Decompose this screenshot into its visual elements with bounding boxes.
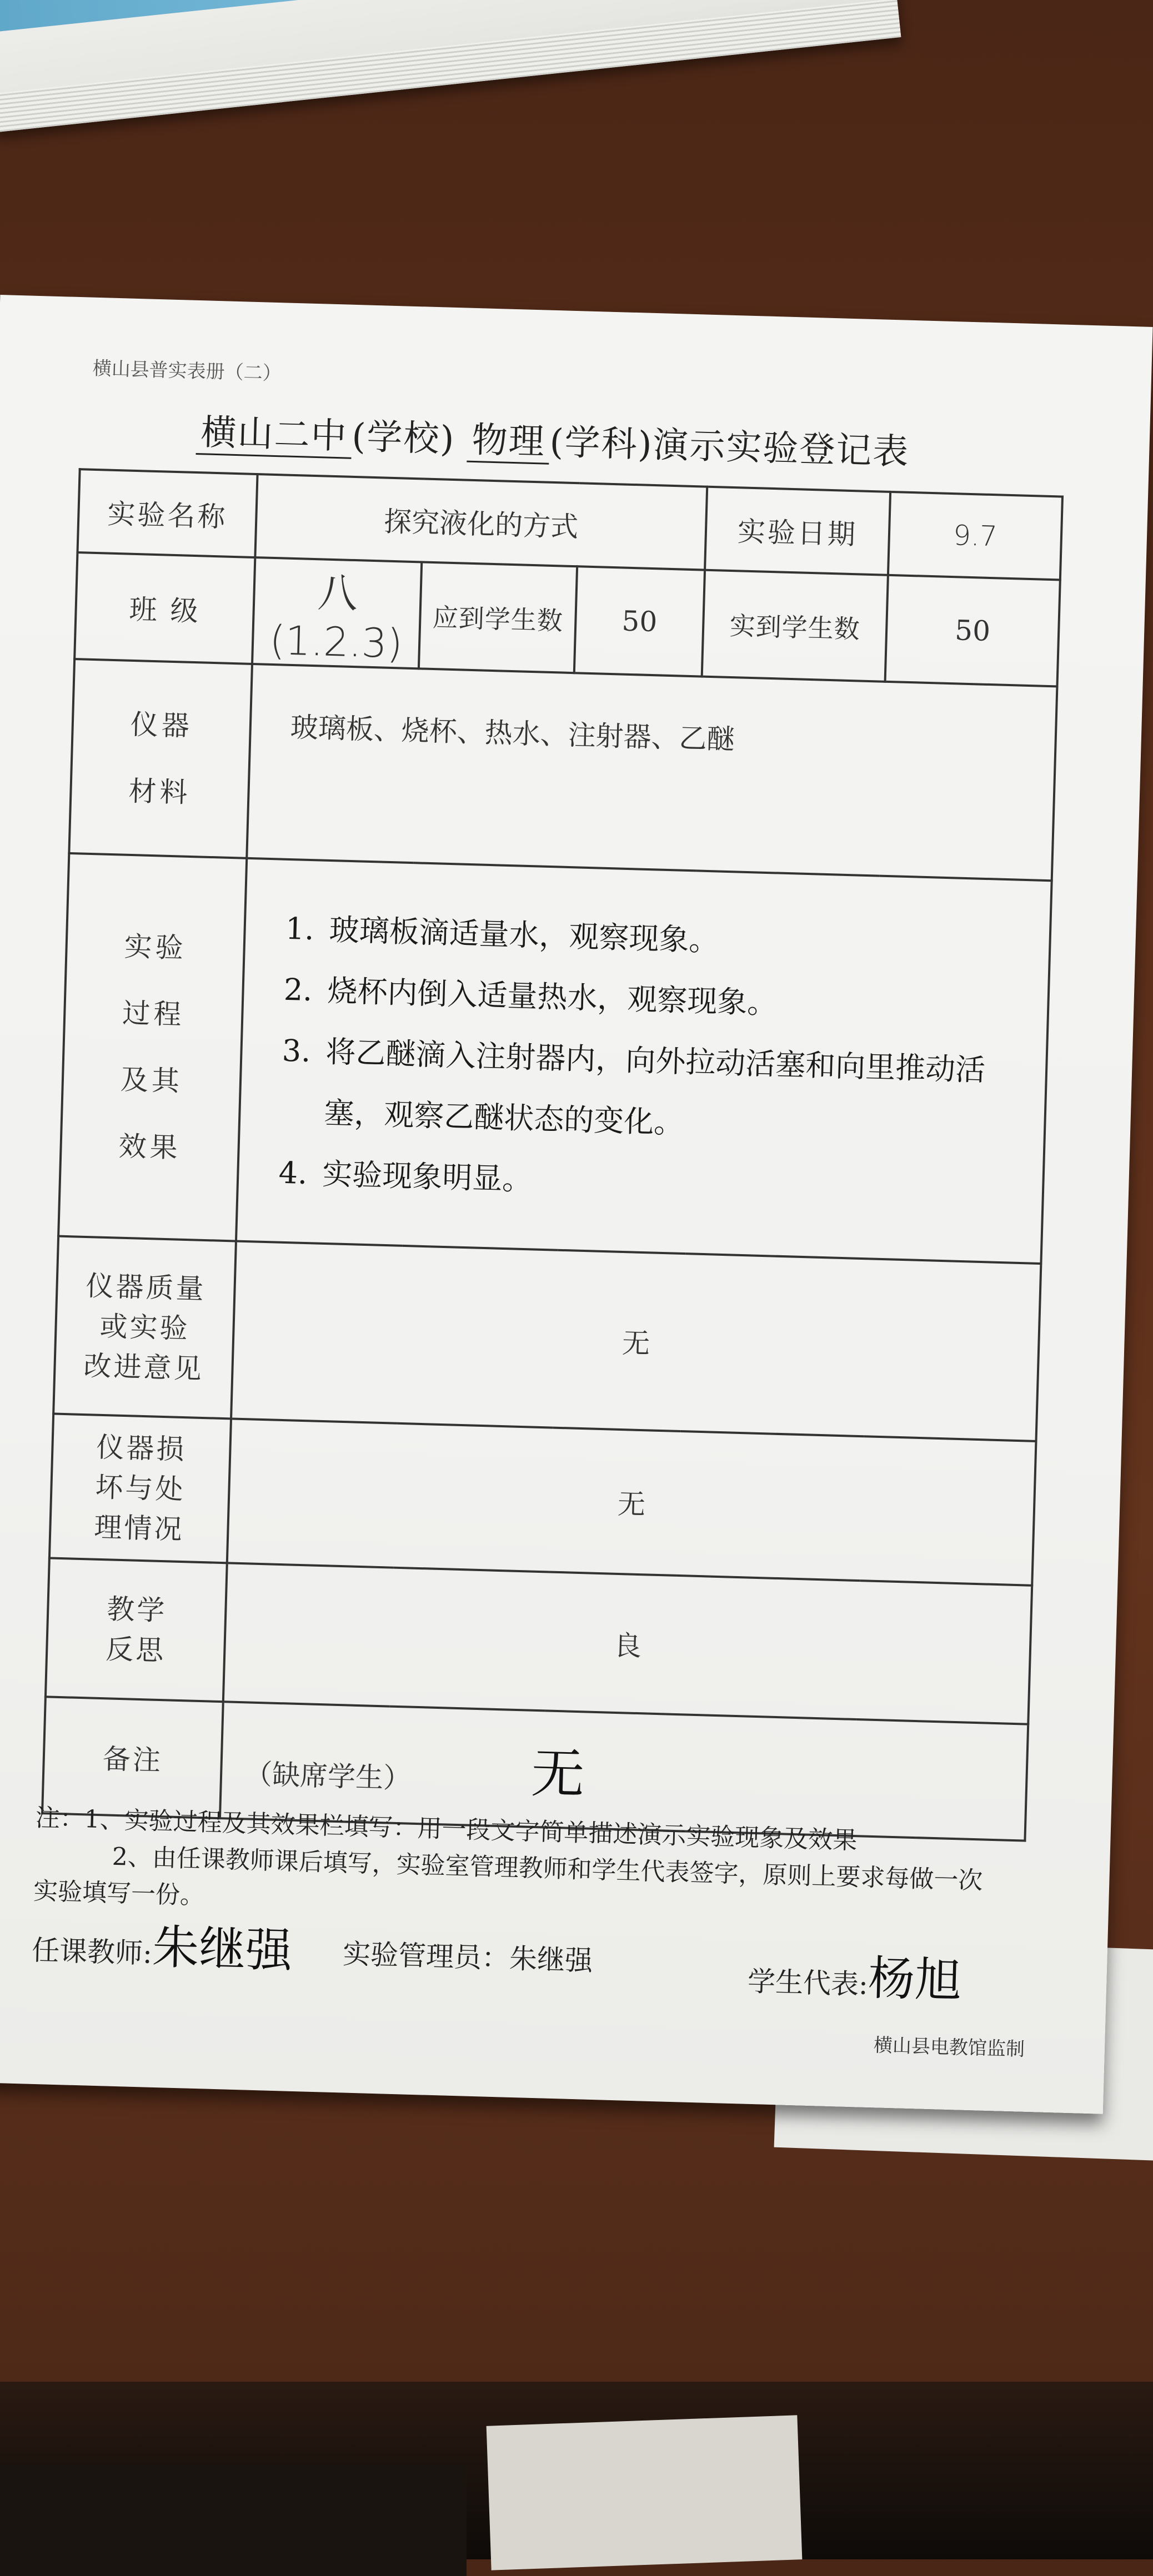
- student-signature-handwriting: 杨旭: [867, 1950, 962, 2008]
- student-signature: [747, 1938, 962, 2011]
- publisher-footer: 横山县电教馆监制: [873, 2034, 1025, 2061]
- actual-students-label: 实到学生数: [702, 570, 888, 682]
- quality-label: [53, 1236, 236, 1419]
- absent-students-label: （缺席学生）: [244, 1757, 412, 1795]
- note-line: 2、由任课教师课后填写，实验室管理教师和学生代表签字，原则上要求每做一次: [112, 1842, 984, 1895]
- class-value: 八(1.2.3): [252, 557, 422, 668]
- experiment-date-label: 实验日期: [705, 487, 890, 575]
- quality-value: 无: [231, 1241, 1041, 1441]
- row-quality: [53, 1236, 1041, 1441]
- damage-label-line: 仪器损: [96, 1431, 187, 1466]
- background-floor: [0, 2382, 1153, 2559]
- process-step: 2. 烧杯内倒入适量热水，观察现象。: [321, 960, 1026, 1041]
- class-label: 班 级: [74, 552, 255, 664]
- form-title: [196, 404, 975, 476]
- note-line: 注：1、实验过程及其效果栏填写：用一段文字简单描述演示实验现象及效果: [35, 1803, 858, 1855]
- teacher-signature: [31, 1906, 293, 1981]
- experiment-name-value: 探究液化的方式: [255, 474, 707, 570]
- registration-form-sheet: [0, 295, 1153, 2114]
- note-line: 实验填写一份。: [33, 1876, 205, 1910]
- process-step: 3. 将乙醚滴入注射器内，向外拉动活塞和向里推动活塞，观察乙醚状态的变化。: [318, 1022, 1024, 1163]
- subject-name: 物理: [467, 420, 550, 465]
- background-book: [0, 0, 901, 132]
- experiment-date-value: 9.7: [888, 492, 1062, 580]
- materials-label-line2: 材料: [128, 774, 192, 809]
- book-pages-edge: [0, 0, 901, 132]
- form-content: [0, 295, 1153, 2114]
- reflection-label-line: 反思: [105, 1633, 167, 1667]
- process-step: 4. 实验现象明显。: [316, 1144, 1021, 1224]
- school-name: 横山二中: [196, 412, 353, 459]
- materials-value: 玻璃板、烧杯、热水、注射器、乙醚: [247, 664, 1057, 881]
- lab-admin: 实验管理员：朱继强: [342, 1938, 593, 1977]
- damage-label-line: 坏与处: [94, 1471, 186, 1506]
- quality-label-line: 改进意见: [83, 1349, 204, 1385]
- dark-object: [0, 2465, 467, 2576]
- student-label: 学生代表:: [747, 1965, 869, 2001]
- reflection-label: [46, 1558, 227, 1702]
- light-object: [487, 2415, 803, 2570]
- materials-label: [69, 659, 252, 858]
- row-reflection: [46, 1558, 1032, 1724]
- teacher-signature-handwriting: 朱继强: [151, 1919, 293, 1978]
- booklet-header: 横山县普实表册（二）: [92, 357, 282, 385]
- process-label: [58, 853, 247, 1241]
- process-steps-cell: [236, 858, 1052, 1264]
- subject-suffix: (学科): [549, 421, 654, 466]
- reflection-value: 良: [223, 1563, 1032, 1724]
- school-suffix: (学校): [351, 416, 456, 460]
- experiment-table: [41, 468, 1064, 1842]
- book-cover: [0, 0, 593, 33]
- damage-value: 无: [227, 1418, 1036, 1585]
- process-label-line: 实验: [123, 930, 187, 964]
- process-step: 1. 玻璃板滴适量水，观察现象。: [323, 899, 1027, 980]
- remarks-label: 备注: [42, 1697, 223, 1818]
- process-label-line: 过程: [122, 997, 186, 1031]
- experiment-name-label: 实验名称: [78, 469, 258, 557]
- title-tail: 演示实验登记表: [652, 424, 910, 473]
- teacher-label: 任课教师:: [31, 1934, 153, 1970]
- process-label-line: 及其: [120, 1063, 183, 1098]
- expected-students-label: 应到学生数: [419, 562, 577, 673]
- damage-label-line: 理情况: [93, 1511, 185, 1546]
- quality-label-line: 仪器质量: [85, 1270, 207, 1306]
- process-steps-list: [238, 875, 1050, 1247]
- reflection-label-line: 教学: [106, 1593, 168, 1627]
- remarks-value: 无: [530, 1742, 585, 1805]
- materials-label-line1: 仪器: [130, 708, 193, 742]
- quality-label-line: 或实验: [99, 1310, 191, 1345]
- row-materials: [69, 659, 1057, 881]
- damage-label: [49, 1413, 231, 1563]
- expected-students-value: 50: [574, 566, 705, 676]
- process-label-line: 效果: [118, 1130, 182, 1164]
- row-damage: [49, 1413, 1036, 1585]
- row-process: [58, 853, 1052, 1264]
- actual-students-value: 50: [885, 575, 1060, 687]
